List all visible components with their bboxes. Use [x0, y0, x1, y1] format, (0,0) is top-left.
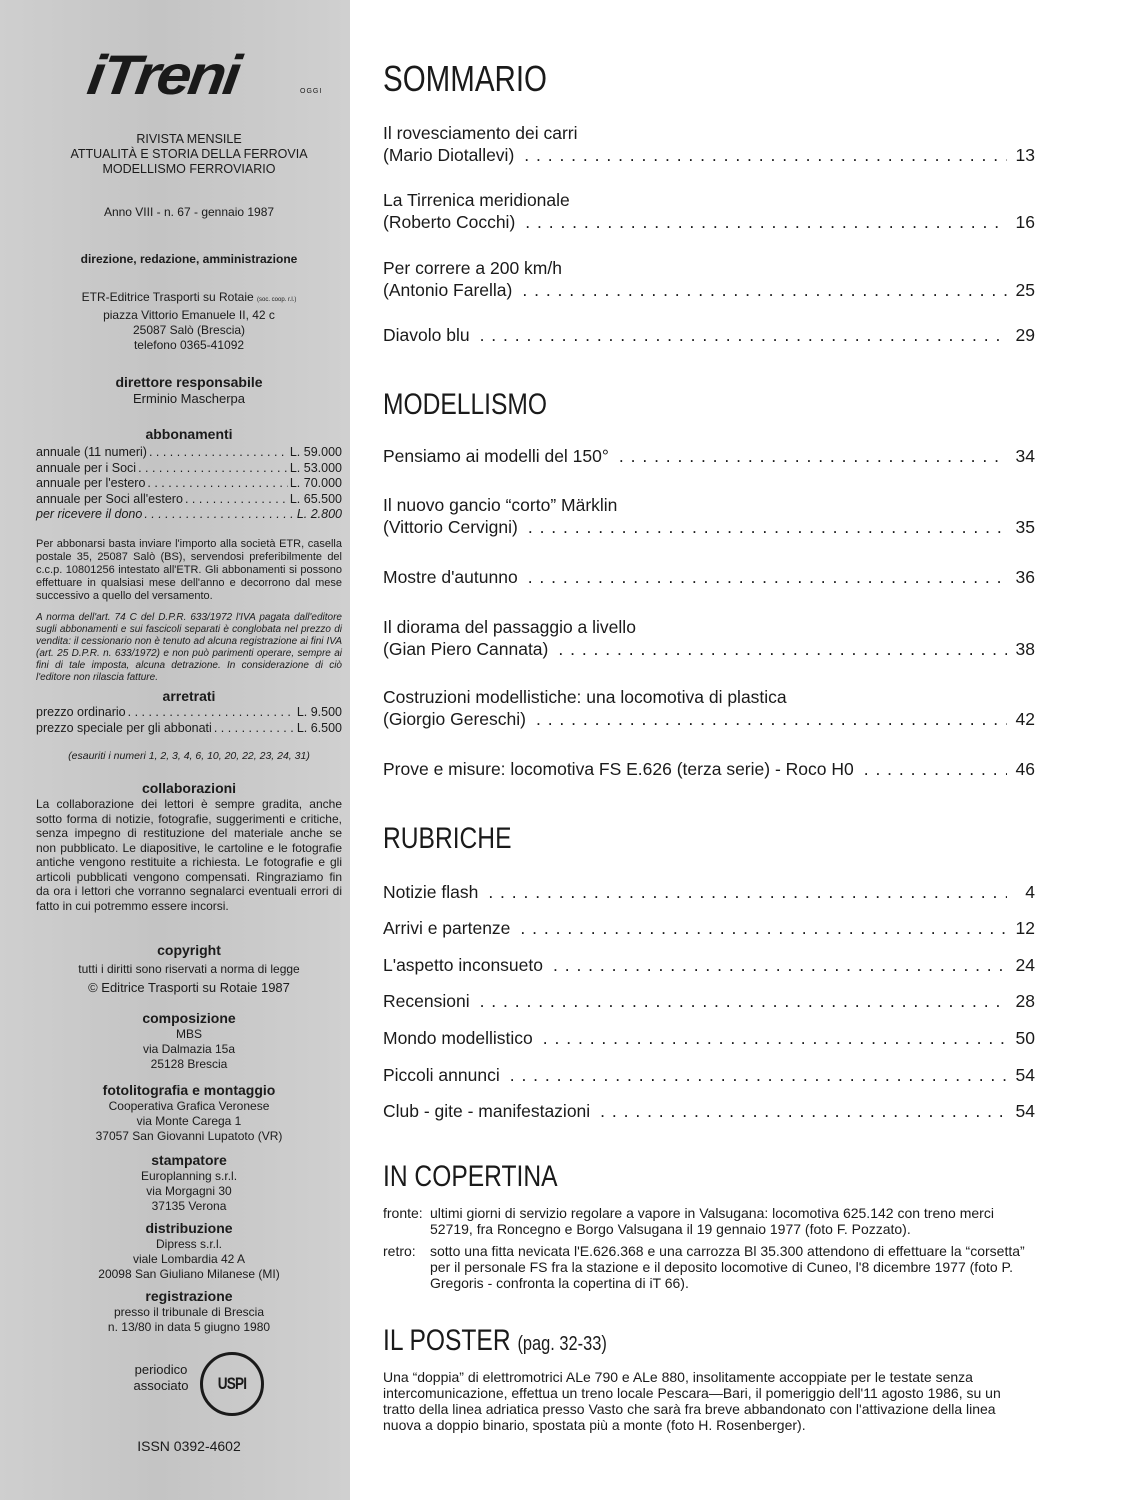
arretrati-block [36, 688, 342, 736]
rubrica-title: Mondo modellistico [383, 1028, 533, 1048]
fronte-label: fronte: [383, 1205, 423, 1221]
direttore-heading: direttore responsabile [115, 374, 263, 390]
composizione-block [36, 1010, 342, 1072]
direttore-name: Erminio Mascherpa [133, 391, 245, 406]
direttore-block [36, 374, 342, 406]
poster-text: Una “doppia” di elettromotrici ALe 790 e ALe 880, insolitamente accoppiate per le testate senza intercomunicazione, effettua un treno locale Pescara—Bari, il pomeriggio dell'11 agosto 1986, su un tratto della linea adriatica presso Vasto che sarà fra breve abbandonato con l'attivazione della linea nuova a doppio binario, spostata più a monte (foto H. Rosenberger). [383, 1369, 1001, 1433]
toc-title: La Tirrenica meridionale [383, 190, 570, 210]
price-row: per ricevere il dono . . . L. 2.800 [36, 507, 342, 523]
rubrica-entry[interactable] [383, 954, 1035, 976]
copyright-line: © Editrice Trasporti su Rotaie 1987 [88, 980, 290, 995]
toc-entry[interactable] [383, 616, 1035, 660]
toc-page: 50 [1015, 1028, 1035, 1048]
toc-title: Mostre d'autunno [383, 567, 518, 587]
rubrica-title: Recensioni [383, 991, 470, 1011]
tagline-line: MODELLISMO FERROVIARIO [102, 162, 276, 176]
periodico-line: periodico [134, 1362, 188, 1377]
toc-entry[interactable] [383, 122, 1035, 166]
rubrica-entry[interactable] [383, 1064, 1035, 1086]
issue-info: Anno VIII - n. 67 - gennaio 1987 [103, 205, 275, 219]
credit-line: Europlanning s.r.l. [140, 1169, 238, 1183]
address-line: piazza Vittorio Emanuele II, 42 c [103, 308, 275, 322]
fotolito-heading: fotolitografia e montaggio [102, 1082, 276, 1098]
sommario-heading: SOMMARIO [383, 58, 548, 99]
credit-line: viale Lombardia 42 A [132, 1252, 246, 1266]
direzione-heading: direzione, redazione, amministrazione [80, 252, 298, 266]
credit-line: n. 13/80 in data 5 giugno 1980 [107, 1320, 271, 1334]
toc-page: 28 [1015, 991, 1035, 1011]
price-row: annuale (11 numeri) . . . L. 59.000 [36, 445, 342, 461]
price-row: prezzo ordinario . . . L. 9.500 [36, 705, 342, 721]
credit-line: via Dalmazia 15a [142, 1042, 236, 1056]
copyright-block [36, 942, 342, 995]
toc-title: Per correre a 200 km/h [383, 258, 562, 278]
address-line: 25087 Salò (Brescia) [132, 323, 246, 337]
toc-page: 54 [1015, 1101, 1035, 1121]
toc-title: Il nuovo gancio “corto” Märklin [383, 495, 618, 515]
collaborazioni-block [36, 780, 342, 913]
toc-entry[interactable] [383, 494, 1035, 538]
copyright-line: tutti i diritti sono riservati a norma di legge [78, 962, 300, 976]
toc-author: (Roberto Cocchi) [383, 212, 516, 232]
rubrica-entry[interactable] [383, 881, 1035, 903]
fotolito-block [36, 1082, 342, 1144]
toc-entry[interactable] [383, 189, 1035, 233]
toc-page: 36 [1015, 567, 1035, 587]
credit-line: MBS [175, 1027, 202, 1041]
abbonamenti-text: Per abbonarsi basta inviare l'importo alla società ETR, casella postale 35, 25087 Salò (BS), servendosi preferibilmente del c.c.p. 10801256 intestato all'ETR. Gli abbonamenti si possono effettuare in qualsiasi mese dell'anno e decorrono dal mese successivo a quello del versamento. [36, 538, 342, 602]
copertina-heading: IN COPERTINA [383, 1160, 558, 1193]
toc-entry[interactable] [383, 758, 1035, 780]
toc-page: 16 [1015, 212, 1035, 232]
esauriti-note: (esauriti i numeri 1, 2, 3, 4, 6, 10, 20, 22, 23, 24, 31) [68, 750, 310, 762]
publisher-suffix: (soc. coop. r.l.) [257, 297, 297, 303]
rubriche-heading: RUBRICHE [383, 822, 512, 855]
retro-text: sotto una fitta nevicata l'E.626.368 e una carrozza Bl 35.300 attendono di effettuare la “corsetta” per il personale FS fra la stazione e il deposito locomotive di Cuneo, l'8 dicembre 1977 (foto P. Gregoris - confronta la copertina di iT 66). [430, 1243, 1025, 1291]
toc-entry[interactable] [383, 324, 1035, 346]
copertina-retro [383, 1243, 1038, 1291]
stampatore-heading: stampatore [151, 1152, 227, 1168]
arretrati-heading: arretrati [162, 688, 216, 704]
toc-title: Il diorama del passaggio a livello [383, 617, 636, 637]
tagline-line: ATTUALITÀ E STORIA DELLA FERROVIA [70, 147, 308, 161]
toc-page: 35 [1015, 517, 1035, 537]
copertina-fronte [383, 1205, 1038, 1237]
toc-entry[interactable] [383, 445, 1035, 467]
rubrica-title: Arrivi e partenze [383, 918, 511, 938]
magazine-logo [83, 44, 323, 107]
toc-page: 12 [1015, 918, 1035, 938]
credit-line: via Morgagni 30 [146, 1184, 232, 1198]
rubrica-entry[interactable] [383, 1027, 1035, 1049]
iva-text: A norma dell'art. 74 C del D.P.R. 633/1972 l'IVA pagata dall'editore sugli abbonamenti e sui fascicoli separati è conglobata nel prezzo di vendita: il cessionario non è tenuto ad alcuna registrazione ai fini IVA (art. 25 D.P.R. n. 633/1972) e non può parimenti operare, sempre ai fini di tale imposta, alcuna detrazione. In considerazione di ciò l'editore non rilascia fatture. [36, 612, 342, 683]
publisher-name: ETR-Editrice Trasporti su Rotaie [81, 290, 254, 304]
toc-title: Costruzioni modellistiche: una locomotiva di plastica [383, 687, 787, 707]
credit-line: via Monte Caregа 1 [136, 1114, 242, 1128]
stampatore-block [36, 1152, 342, 1214]
toc-title: Diavolo blu [383, 325, 470, 345]
credit-line: presso il tribunale di Brescia [113, 1305, 265, 1319]
address-line: telefono 0365-41092 [133, 338, 245, 352]
toc-entry[interactable] [383, 566, 1035, 588]
toc-page: 13 [1015, 145, 1035, 165]
price-row: annuale per i Soci . . . L. 53.000 [36, 461, 342, 477]
toc-page: 24 [1015, 955, 1035, 975]
tagline-line: RIVISTA MENSILE [136, 132, 242, 146]
abbonamenti-heading: abbonamenti [145, 426, 233, 442]
toc-entry[interactable] [383, 257, 1035, 301]
toc-title: Il rovesciamento dei carri [383, 123, 578, 143]
copyright-heading: copyright [157, 942, 221, 958]
logo-suffix: OGGI [300, 88, 323, 95]
fronte-text: ultimi giorni di servizio regolare a vapore in Valsugana: locomotiva 625.142 con treno merci 52719, fra Roncegno e Borgo Valsugana il 19 gennaio 1977 (foto F. Pozzato). [430, 1205, 994, 1237]
credit-line: Cooperativa Grafica Veronese [108, 1099, 270, 1113]
rubrica-title: L'aspetto inconsueto [383, 955, 543, 975]
rubrica-title: Club - gite - manifestazioni [383, 1101, 591, 1121]
price-row: prezzo speciale per gli abbonati . . . L. 6.500 [36, 721, 342, 737]
toc-page: 46 [1015, 759, 1035, 779]
rubrica-entry[interactable] [383, 1100, 1035, 1122]
poster-title: IL POSTER [383, 1324, 511, 1357]
credit-line: 37057 San Giovanni Lupatoto (VR) [95, 1129, 283, 1143]
price-row: annuale per Soci all'estero . . . L. 65.500 [36, 492, 342, 508]
rubrica-entry[interactable] [383, 990, 1035, 1012]
collaborazioni-text: La collaborazione dei lettori è sempre gradita, anche sotto forma di notizie, fotografie, suggerimenti e critiche, senza impegno di restituzione del materiale anche se non pubblicato. Le diapositive, le cartoline e le fotografie antiche vengono restituite a richiesta. Le fotografie e gli articoli pubblicati vengono compensati. Ringraziamo fin da ora i lettori che vorranno segnalarci eventuali errori di fatto in cui potremmo essere incorsi. [36, 797, 342, 913]
distribuzione-heading: distribuzione [145, 1220, 233, 1236]
tagline [36, 132, 342, 177]
credit-line: 25128 Brescia [150, 1057, 228, 1071]
toc-page: 42 [1015, 709, 1035, 729]
credit-line: 37135 Verona [151, 1199, 227, 1213]
toc-author: (Gian Piero Cannata) [383, 639, 549, 659]
modellismo-heading: MODELLISMO [383, 388, 548, 421]
distribuzione-block [36, 1220, 342, 1282]
collaborazioni-heading: collaborazioni [141, 780, 237, 796]
periodico-line: associato [133, 1378, 189, 1393]
registrazione-heading: registrazione [145, 1288, 233, 1304]
poster-heading [383, 1324, 607, 1358]
toc-author: (Vittorio Cervigni) [383, 517, 518, 537]
toc-page: 4 [1025, 882, 1035, 902]
toc-author: (Giorgio Gereschi) [383, 709, 526, 729]
toc-entry[interactable] [383, 686, 1035, 730]
registrazione-block [36, 1288, 342, 1335]
credit-line: 20098 San Giuliano Milanese (MI) [98, 1267, 280, 1281]
toc-title: Prove e misure: locomotiva FS E.626 (terza serie) - Roco H0 [383, 759, 854, 779]
uspi-text: USPI [217, 1374, 247, 1393]
toc-page: 54 [1015, 1065, 1035, 1085]
toc-page: 34 [1015, 446, 1035, 466]
retro-label: retro: [383, 1243, 416, 1259]
poster-pages: (pag. 32-33) [517, 1333, 607, 1355]
toc-title: Pensiamo ai modelli del 150° [383, 446, 609, 466]
periodico-label [126, 1362, 196, 1394]
composizione-heading: composizione [142, 1010, 236, 1026]
abbonamenti-block [36, 426, 342, 523]
price-row: annuale per l'estero . . . L. 70.000 [36, 476, 342, 492]
issn: ISSN 0392-4602 [137, 1438, 241, 1454]
toc-page: 25 [1015, 280, 1035, 300]
logo-text: iTreni [83, 44, 243, 107]
publisher-block [36, 290, 342, 353]
credit-line: Dipress s.r.l. [155, 1237, 222, 1251]
rubrica-title: Notizie flash [383, 882, 479, 902]
uspi-logo [200, 1352, 264, 1416]
rubrica-title: Piccoli annunci [383, 1065, 500, 1085]
toc-page: 38 [1015, 639, 1035, 659]
toc-page: 29 [1015, 325, 1035, 345]
toc-author: (Mario Diotallevi) [383, 145, 515, 165]
toc-author: (Antonio Farella) [383, 280, 513, 300]
rubrica-entry[interactable] [383, 917, 1035, 939]
